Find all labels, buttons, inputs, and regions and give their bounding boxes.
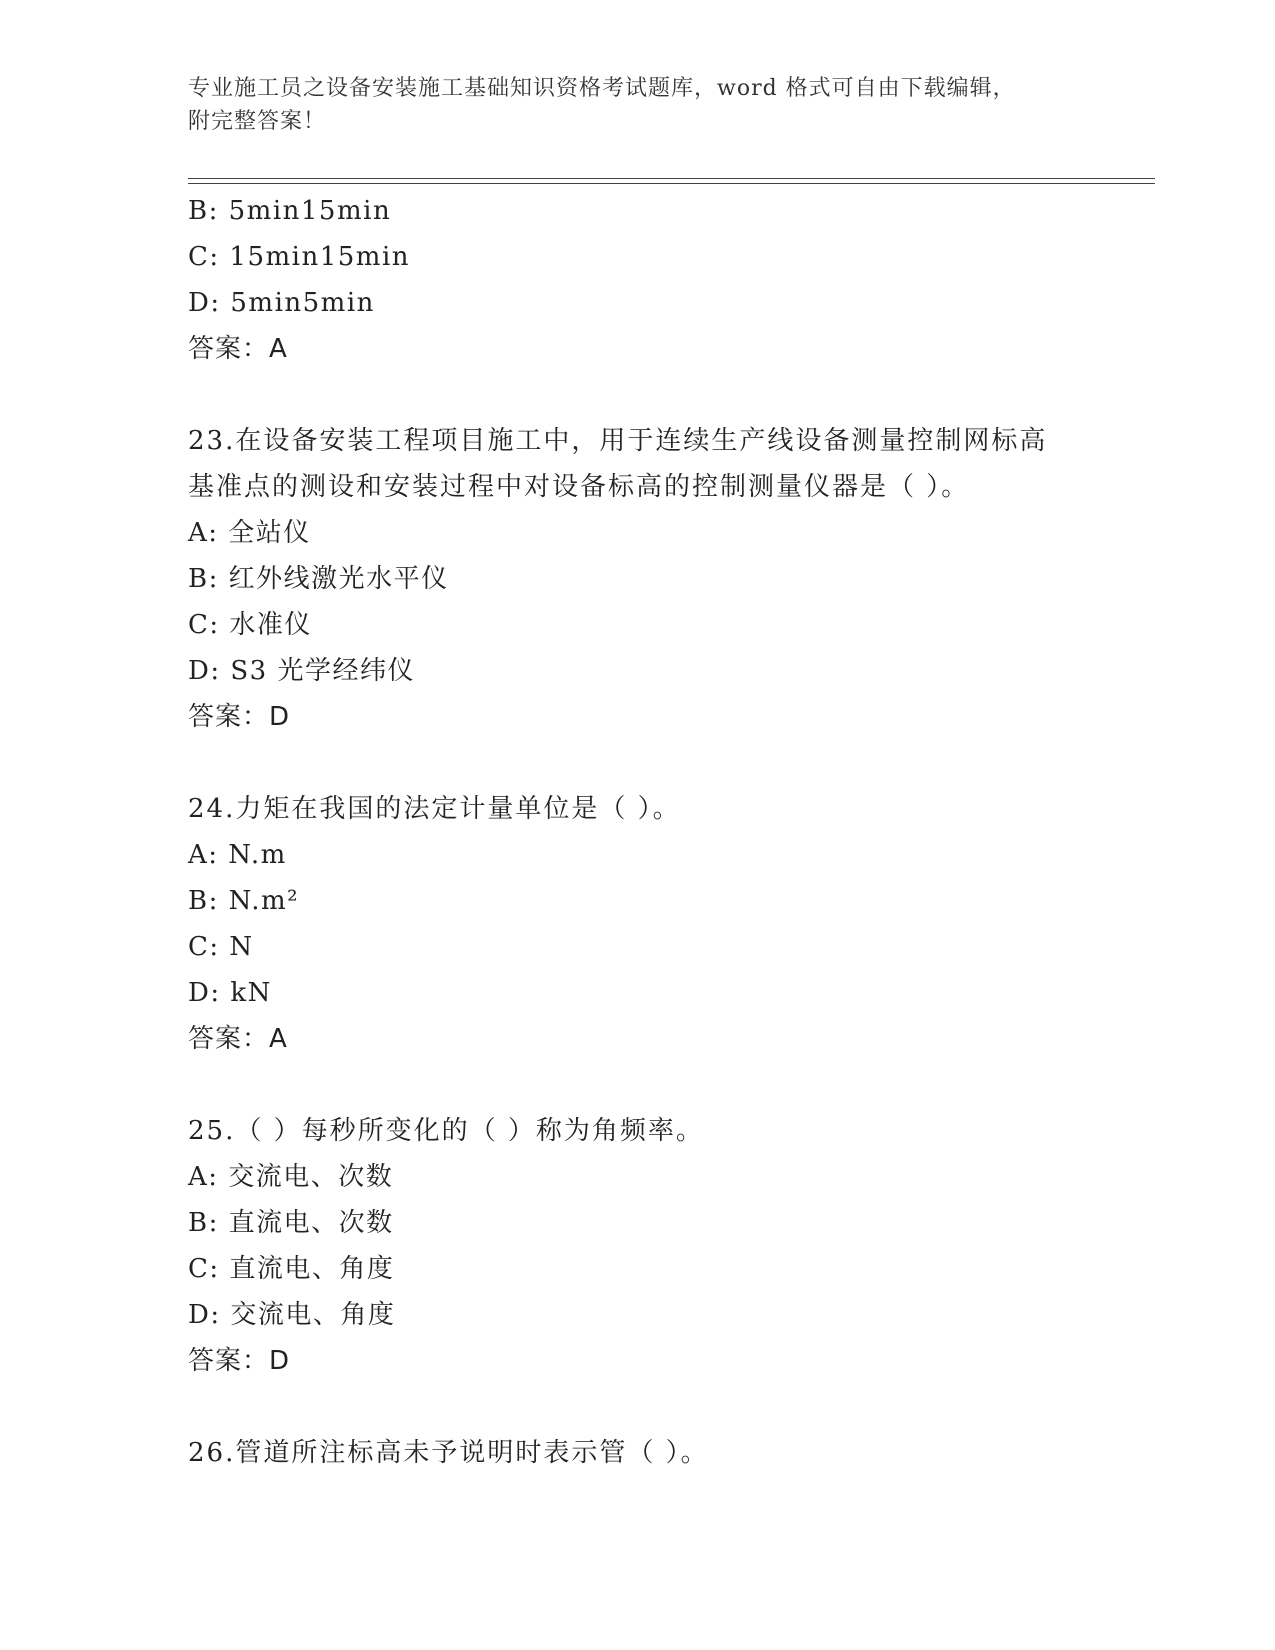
option-b: B: 直流电、次数 [188,1208,394,1238]
answer-line: 答案：A [188,334,288,364]
option-c: C: 直流电、角度 [188,1254,395,1284]
option-b: B: 5min15min [188,196,392,226]
header-divider-top [188,178,1155,179]
option-c: C: N [188,932,254,962]
option-d: D: 交流电、角度 [188,1300,396,1330]
answer-line: 答案：D [188,702,291,732]
option-c: C: 水准仪 [188,610,312,640]
option-a: A: N.m [188,840,287,870]
option-d: D: kN [188,978,272,1008]
question-25 [188,1108,1148,1384]
header-line-1: 专业施工员之设备安装施工基础知识资格考试题库，word 格式可自由下载编辑， [188,76,1016,101]
header-line-2: 附完整答案！ [188,109,327,134]
question-stem-continued: 基准点的测设和安装过程中对设备标高的控制测量仪器是（ ）。 [188,472,970,502]
question-26 [188,1430,1148,1476]
answer-line: 答案：A [188,1024,288,1054]
header-divider-bottom [188,183,1155,184]
question-stem: 26.管道所注标高未予说明时表示管（ ）。 [188,1438,709,1468]
answer-line: 答案：D [188,1346,291,1376]
question-stem: 25.（ ）每秒所变化的（ ）称为角频率。 [188,1116,704,1146]
option-b: B: 红外线激光水平仪 [188,564,449,594]
option-b: B: N.m² [188,886,300,916]
question-stem: 24.力矩在我国的法定计量单位是（ ）。 [188,794,681,824]
option-a: A: 交流电、次数 [188,1162,394,1192]
document-header [188,72,1068,138]
question-list [188,188,1148,1476]
option-d: D: 5min5min [188,288,375,318]
option-d: D: S3 光学经纬仪 [188,656,415,686]
option-c: C: 15min15min [188,242,411,272]
question-24 [188,786,1148,1062]
option-a: A: 全站仪 [188,518,311,548]
previous-question-tail [188,188,1148,372]
question-23 [188,418,1148,740]
question-stem: 23.在设备安装工程项目施工中，用于连续生产线设备测量控制网标高 [188,426,1048,456]
